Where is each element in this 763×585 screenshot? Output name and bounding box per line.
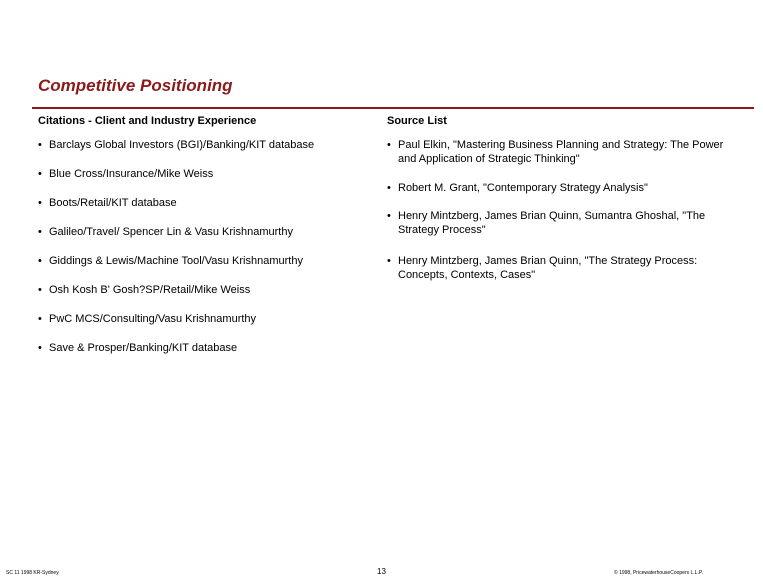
- citation-text: Save & Prosper/Banking/KIT database: [49, 342, 238, 354]
- citation-text: Boots/Retail/KIT database: [49, 197, 177, 209]
- source-item: [387, 209, 737, 237]
- citation-text: Barclays Global Investors (BGI)/Banking/KIT database: [49, 139, 315, 151]
- footer-reference: SC 11 1998 KR-Sydney: [6, 570, 59, 576]
- source-item: [387, 254, 737, 282]
- citation-item: [38, 138, 314, 152]
- citation-item: [38, 283, 250, 297]
- footer-copyright: © 1998, PricewaterhouseCoopers L.L.P.: [614, 570, 703, 576]
- citation-item: [38, 254, 303, 268]
- bullet-icon: •: [387, 255, 391, 267]
- citation-text: Galileo/Travel/ Spencer Lin & Vasu Krishnamurthy: [49, 226, 293, 238]
- source-text: Henry Mintzberg, James Brian Quinn, "The Strategy Process: Concepts, Contexts, Cases": [398, 255, 698, 281]
- bullet-icon: •: [38, 255, 42, 267]
- bullet-icon: •: [38, 313, 42, 325]
- bullet-icon: •: [38, 342, 42, 354]
- sources-header: Source List: [387, 115, 447, 127]
- citation-text: Giddings & Lewis/Machine Tool/Vasu Krishnamurthy: [49, 255, 303, 267]
- citation-text: PwC MCS/Consulting/Vasu Krishnamurthy: [49, 313, 257, 325]
- page-number: 13: [377, 567, 386, 576]
- source-text: Henry Mintzberg, James Brian Quinn, Sumantra Ghoshal, "The Strategy Process": [398, 210, 706, 236]
- bullet-icon: •: [38, 168, 42, 180]
- bullet-icon: •: [387, 182, 391, 194]
- bullet-icon: •: [387, 210, 391, 222]
- source-text: Paul Elkin, "Mastering Business Planning and Strategy: The Power and Application of Strategic Thinking": [398, 139, 724, 165]
- bullet-icon: •: [38, 197, 42, 209]
- source-text: Robert M. Grant, "Contemporary Strategy Analysis": [398, 182, 648, 194]
- citation-text: Blue Cross/Insurance/Mike Weiss: [49, 168, 214, 180]
- citation-item: [38, 341, 237, 355]
- bullet-icon: •: [38, 284, 42, 296]
- title-divider: [32, 107, 754, 109]
- citation-item: [38, 167, 213, 181]
- citation-item: [38, 312, 256, 326]
- citations-header: Citations - Client and Industry Experience: [38, 115, 257, 127]
- bullet-icon: •: [387, 139, 391, 151]
- citation-item: [38, 225, 293, 239]
- citation-item: [38, 196, 177, 210]
- source-item: [387, 138, 737, 166]
- bullet-icon: •: [38, 139, 42, 151]
- source-item: [387, 181, 737, 195]
- citation-text: Osh Kosh B' Gosh?SP/Retail/Mike Weiss: [49, 284, 251, 296]
- slide-title: Competitive Positioning: [38, 76, 233, 95]
- bullet-icon: •: [38, 226, 42, 238]
